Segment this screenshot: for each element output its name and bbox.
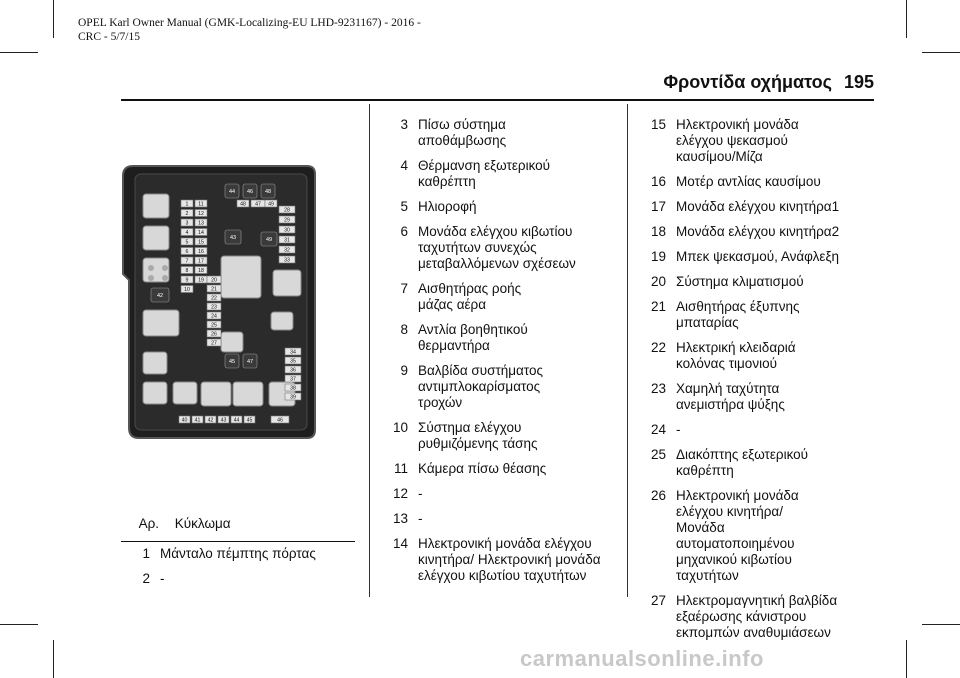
right-column-rows (628, 117, 878, 650)
mounting-hole (162, 265, 168, 271)
table-row (628, 117, 878, 165)
row-text: - (676, 422, 681, 437)
fuse-number: 14 (198, 230, 204, 237)
row-number: 12 (392, 486, 408, 501)
fuse-number: 40 (181, 417, 188, 424)
row-number: 17 (650, 199, 666, 214)
crop-mark (906, 0, 907, 38)
maxi-fuse-number: 44 (228, 189, 236, 195)
fuse-number: 46 (277, 417, 283, 424)
crop-mark (53, 640, 54, 678)
relay-socket (273, 270, 301, 296)
row-text: Θέρμανση εξωτερικού καθρέπτη (418, 158, 551, 189)
crop-mark (53, 0, 54, 38)
title-rule (121, 99, 874, 101)
table-row (628, 299, 878, 331)
fuse-box-diagram (121, 160, 317, 442)
row-number: 2 (142, 571, 150, 586)
fuse-number: 45 (246, 417, 253, 424)
fuse-number: 4 (185, 230, 189, 237)
relay-socket (143, 194, 169, 218)
fuse-number: 30 (284, 227, 290, 234)
fuse-number: 41 (194, 417, 201, 424)
relay-socket (143, 382, 167, 404)
table-row (628, 340, 878, 372)
relay-socket (221, 256, 261, 298)
relay-socket (201, 382, 231, 406)
fuse-number: 2 (185, 211, 189, 218)
row-text: Ηλεκτρική κλειδαριά κολόνας τιμονιού (676, 340, 796, 371)
table-row (370, 511, 620, 527)
row-number: 5 (400, 199, 408, 214)
relay-socket (143, 352, 167, 374)
header-line-2: CRC - 5/7/15 (78, 31, 140, 43)
table-row (628, 174, 878, 190)
fuse-number: 23 (211, 304, 217, 311)
row-text: Μάνταλο πέμπτης πόρτας (160, 546, 316, 561)
fuse-number: 29 (284, 217, 290, 224)
table-row (370, 117, 620, 149)
row-text: Χαμηλή ταχύτητα ανεμιστήρα ψύξης (676, 381, 785, 412)
fuse-number: 22 (211, 295, 217, 302)
fuse-number: 6 (185, 249, 189, 256)
row-number: 9 (400, 363, 408, 378)
table-row (628, 488, 878, 584)
fuse-number: 18 (198, 268, 204, 275)
fuse-number: 19 (198, 277, 204, 284)
row-number: 6 (400, 224, 408, 239)
fuse-number: 32 (284, 247, 290, 254)
fuse-number: 8 (185, 268, 189, 275)
maxi-fuse-number: 46 (246, 189, 254, 195)
fuse-number: 31 (284, 237, 290, 244)
maxi-fuse-number: 42 (156, 293, 164, 299)
row-text: Αντλία βοηθητικού θερμαντήρα (418, 322, 528, 353)
fuse-number: 27 (211, 340, 217, 347)
row-number: 4 (400, 158, 408, 173)
row-number: 14 (392, 536, 408, 551)
row-number: 23 (650, 381, 666, 396)
fuse-number: 36 (290, 367, 296, 374)
row-number: 21 (650, 299, 666, 314)
maxi-fuse-number: 43 (229, 235, 237, 241)
row-text: Κάμερα πίσω θέασης (418, 461, 547, 476)
fuse-number: 49 (268, 201, 274, 208)
row-text: Σύστημα κλιματισμού (676, 274, 804, 289)
page-number: 195 (843, 72, 874, 92)
row-text: Ηλεκτρομαγνητική βαλβίδα εξαέρωσης κάνιστρου εκπομπών αναθυμιάσεων (676, 593, 838, 640)
fuse-number: 42 (207, 417, 214, 424)
row-text: - (418, 511, 423, 526)
fuse-number: 48 (240, 201, 246, 208)
fuse-number: 37 (290, 376, 296, 383)
table-header (121, 516, 355, 531)
fuse-number: 20 (211, 277, 217, 284)
row-number: 10 (392, 420, 408, 435)
mounting-hole (148, 265, 154, 271)
table-row (628, 224, 878, 240)
row-number: 18 (650, 224, 666, 239)
table-row (370, 322, 620, 354)
crop-mark (922, 52, 960, 53)
table-row (628, 593, 878, 641)
row-text: Πίσω σύστημα αποθάμβωσης (418, 117, 507, 148)
section-title: Φροντίδα οχήματος (663, 72, 832, 92)
table-row (628, 249, 878, 265)
row-text: - (160, 571, 165, 586)
row-number: 1 (142, 546, 150, 561)
fuse-number: 26 (211, 331, 217, 338)
table-row (628, 199, 878, 215)
fuse-number: 3 (185, 220, 189, 227)
row-number: 8 (400, 322, 408, 337)
fuse-number: 39 (290, 394, 296, 401)
middle-column-rows (370, 117, 620, 593)
fuse-number: 7 (185, 258, 189, 265)
table-row (628, 381, 878, 413)
row-text: Μπεκ ψεκασμού, Ανάφλεξη (676, 249, 840, 264)
document-header (78, 16, 421, 44)
mounting-hole (148, 275, 154, 281)
fuse-number: 28 (284, 207, 290, 214)
row-number: 13 (392, 511, 408, 526)
table-row (370, 199, 620, 215)
table-row (370, 281, 620, 313)
relay-socket (173, 382, 197, 404)
fuse-number: 25 (211, 322, 217, 329)
row-number: 22 (650, 340, 666, 355)
row-text: Μονάδα ελέγχου κινητήρα2 (676, 224, 840, 239)
row-text: Μονάδα ελέγχου κινητήρα1 (676, 199, 840, 214)
relay-socket (221, 332, 243, 352)
row-number: 26 (650, 488, 666, 503)
row-text: Σύστημα ελέγχου ρυθμιζόμενης τάσης (418, 420, 538, 451)
row-text: Αισθητήρας έξυπνης μπαταρίας (676, 299, 800, 330)
fuse-number: 47 (255, 201, 261, 208)
watermark: carmanualsonline.info (520, 646, 764, 671)
fuse-number: 24 (211, 313, 217, 320)
fuse-number: 35 (290, 358, 296, 365)
table-row (628, 447, 878, 479)
table-row (370, 461, 620, 477)
row-text: - (418, 486, 423, 501)
row-text: Ηλεκτρονική μονάδα ελέγχου κινητήρα/Μονάδα αυτοματοποιημένου μηχανικού κιβωτίου ταχυτήτων (676, 488, 799, 583)
fuse-number: 13 (198, 220, 204, 227)
fuse-number: 38 (290, 385, 296, 392)
table-row (112, 571, 362, 587)
maxi-fuse-number: 45 (228, 359, 236, 365)
row-number: 24 (650, 422, 666, 437)
row-number: 16 (650, 174, 666, 189)
header-rule (121, 541, 355, 542)
table-row (370, 224, 620, 272)
row-text: Ηλιοροφή (418, 199, 477, 214)
crop-mark (922, 624, 960, 625)
fuse-number: 10 (184, 287, 190, 294)
header-number: Αρ. (138, 516, 159, 531)
row-text: Διακόπτης εξωτερικού καθρέπτη (676, 447, 809, 478)
fuse-number: 15 (198, 239, 204, 246)
table-row (370, 158, 620, 190)
table-row (112, 546, 362, 562)
row-text: Μοτέρ αντλίας καυσίμου (676, 174, 821, 189)
row-text: Βαλβίδα συστήματος αντιμπλοκαρίσματος τροχών (418, 363, 544, 410)
row-number: 25 (650, 447, 666, 462)
left-column-rows (112, 546, 362, 596)
fuse-number: 9 (185, 277, 189, 284)
row-number: 27 (650, 593, 666, 608)
fuse-number: 17 (198, 258, 204, 265)
row-number: 11 (393, 461, 408, 476)
fuse-number: 43 (220, 417, 227, 424)
relay-socket (143, 310, 179, 336)
maxi-fuse-number: 48 (264, 189, 272, 195)
fuse-number: 21 (211, 286, 217, 293)
relay-socket (233, 382, 263, 406)
fuse-number: 11 (198, 201, 204, 208)
maxi-fuse-number: 47 (246, 359, 254, 365)
row-text: Αισθητήρας ροής μάζας αέρα (418, 281, 522, 312)
crop-mark (0, 624, 38, 625)
crop-mark (0, 52, 38, 53)
row-number: 20 (650, 274, 666, 289)
maxi-fuse-number: 49 (265, 237, 273, 243)
fuse-number: 1 (185, 201, 189, 208)
row-number: 15 (650, 117, 666, 132)
fuse-number: 33 (284, 257, 290, 264)
row-number: 7 (400, 281, 408, 296)
row-number: 19 (650, 249, 666, 264)
fuse-number: 12 (198, 211, 204, 218)
table-row (628, 274, 878, 290)
table-row (628, 422, 878, 438)
table-row (370, 363, 620, 411)
header-line-1: OPEL Karl Owner Manual (GMK-Localizing-EU LHD-9231167) - 2016 - (78, 17, 421, 29)
mounting-hole (162, 275, 168, 281)
row-text: Ηλεκτρονική μονάδα ελέγχου ψεκασμού καυσίμου/Μίζα (676, 117, 799, 164)
fuse-number: 5 (185, 239, 189, 246)
row-number: 3 (400, 117, 408, 132)
fuse-number: 16 (198, 249, 204, 256)
table-row (370, 536, 620, 584)
relay-socket (271, 312, 293, 330)
relay-socket (143, 226, 169, 250)
fuse-number: 34 (290, 349, 296, 356)
row-text: Ηλεκτρονική μονάδα ελέγχου κινητήρα/ Ηλεκτρονική μονάδα ελέγχου κιβωτίου ταχυτήτων (418, 536, 601, 583)
crop-mark (906, 640, 907, 678)
table-row (370, 420, 620, 452)
row-text: Μονάδα ελέγχου κιβωτίου ταχυτήτων συνεχώς μεταβαλλόμενων σχέσεων (418, 224, 576, 271)
fuse-number: 44 (233, 417, 240, 424)
table-row (370, 486, 620, 502)
header-circuit: Κύκλωμα (174, 516, 231, 531)
